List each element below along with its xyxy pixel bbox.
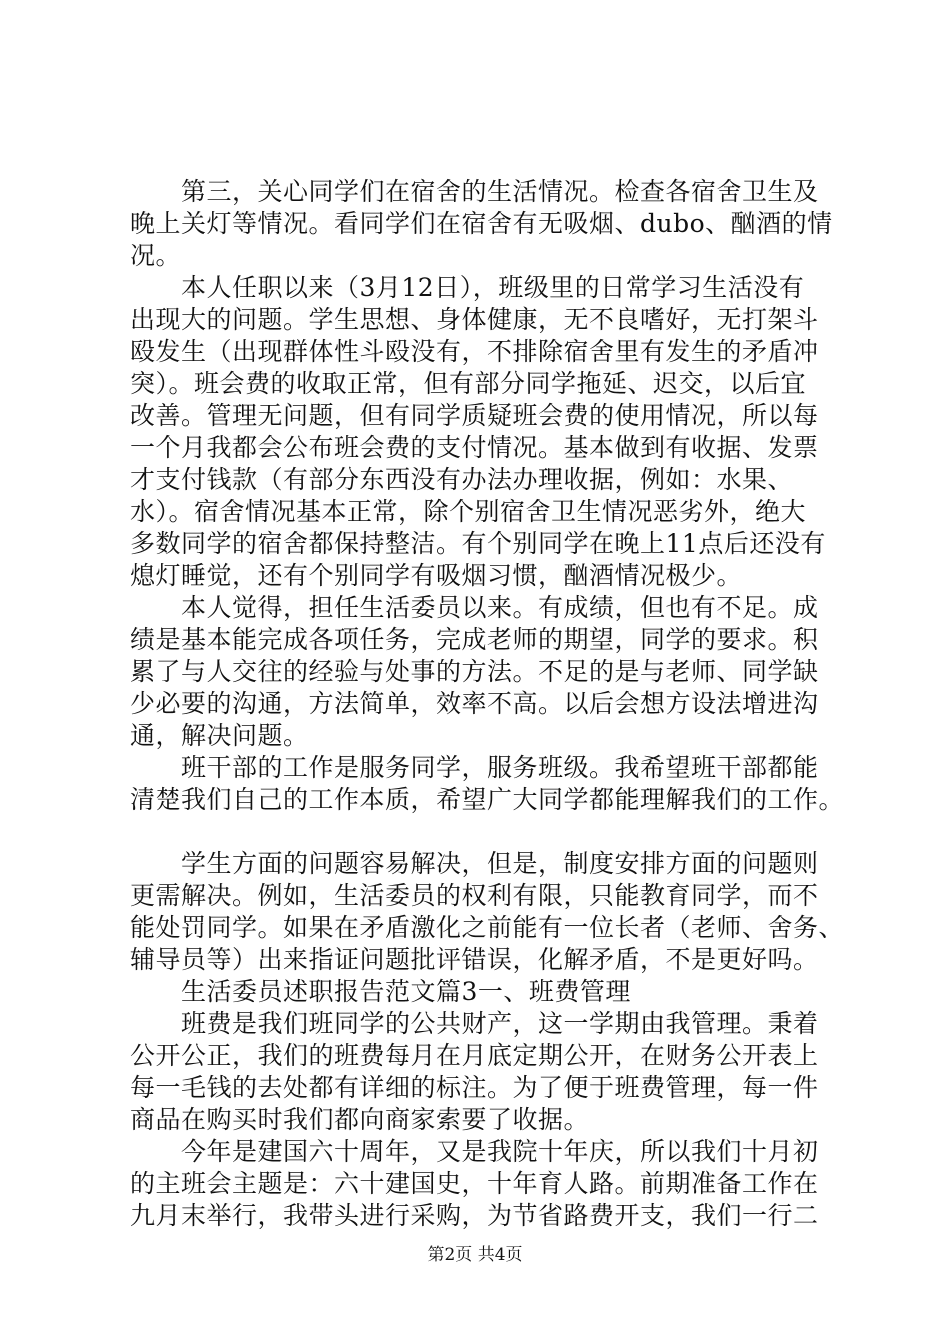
text-line: 水）。宿舍情况基本正常，除个别宿舍卫生情况恶劣外，绝大 (130, 497, 807, 526)
text-line: 班费是我们班同学的公共财产，这一学期由我管理。秉着 (130, 1009, 819, 1038)
text-line: 一个月我都会公布班会费的支付情况。基本做到有收据、发票 (130, 433, 819, 462)
text-line: 本人觉得，担任生活委员以来。有成绩，但也有不足。成 (130, 593, 819, 622)
page-footer: 第2页 共4页 (427, 1245, 523, 1265)
text-line: 晚上关灯等情况。看同学们在宿舍有无吸烟、dubo、酗酒的情 (130, 209, 833, 238)
text-line: 通，解决问题。 (130, 721, 309, 750)
text-line: 班干部的工作是服务同学，服务班级。我希望班干部都能 (130, 753, 819, 782)
text-line: 况。 (130, 241, 182, 270)
section-heading: 生活委员述职报告范文篇3一、班费管理 (130, 977, 631, 1006)
text-line: 的主班会主题是：六十建国史，十年育人路。前期准备工作在 (130, 1169, 819, 1198)
text-line: 更需解决。例如，生活委员的权利有限，只能教育同学，而不 (130, 881, 819, 910)
text-line: 公开公正，我们的班费每月在月底定期公开，在财务公开表上 (130, 1041, 819, 1070)
text-line: 绩是基本能完成各项任务，完成老师的期望，同学的要求。积 (130, 625, 819, 654)
text-line: 今年是建国六十周年，又是我院十年庆，所以我们十月初 (130, 1137, 819, 1166)
text-line: 才支付钱款（有部分东西没有办法办理收据，例如：水果、 (130, 465, 794, 494)
text-line: 出现大的问题。学生思想、身体健康，无不良嗜好，无打架斗 (130, 305, 819, 334)
text-line: 累了与人交往的经验与处事的方法。不足的是与老师、同学缺 (130, 657, 819, 686)
text-line: 改善。管理无问题，但有同学质疑班会费的使用情况，所以每 (130, 401, 819, 430)
text-line: 少必要的沟通，方法简单，效率不高。以后会想方设法增进沟 (130, 689, 819, 718)
text-line: 第三，关心同学们在宿舍的生活情况。检查各宿舍卫生及 (130, 177, 819, 206)
text-line: 突）。班会费的收取正常，但有部分同学拖延、迟交，以后宜 (130, 369, 807, 398)
text-line: 殴发生（出现群体性斗殴没有，不排除宿舍里有发生的矛盾冲 (130, 337, 819, 366)
text-line: 辅导员等）出来指证问题批评错误，化解矛盾，不是更好吗。 (130, 945, 819, 974)
text-line: 本人任职以来（3月12日），班级里的日常学习生活没有 (130, 273, 805, 302)
text-line: 商品在购买时我们都向商家索要了收据。 (130, 1105, 590, 1134)
text-line: 多数同学的宿舍都保持整洁。有个别同学在晚上11点后还没有 (130, 529, 826, 558)
text-line: 熄灯睡觉，还有个别同学有吸烟习惯，酗酒情况极少。 (130, 561, 743, 590)
text-line: 清楚我们自己的工作本质，希望广大同学都能理解我们的工作。 (130, 785, 845, 814)
text-line: 学生方面的问题容易解决，但是，制度安排方面的问题则 (130, 849, 819, 878)
text-line: 能处罚同学。如果在矛盾激化之前能有一位长者（老师、舍务、 (130, 913, 845, 942)
text-line: 每一毛钱的去处都有详细的标注。为了便于班费管理，每一件 (130, 1073, 819, 1102)
text-line: 九月末举行，我带头进行采购，为节省路费开支，我们一行二 (130, 1201, 819, 1230)
